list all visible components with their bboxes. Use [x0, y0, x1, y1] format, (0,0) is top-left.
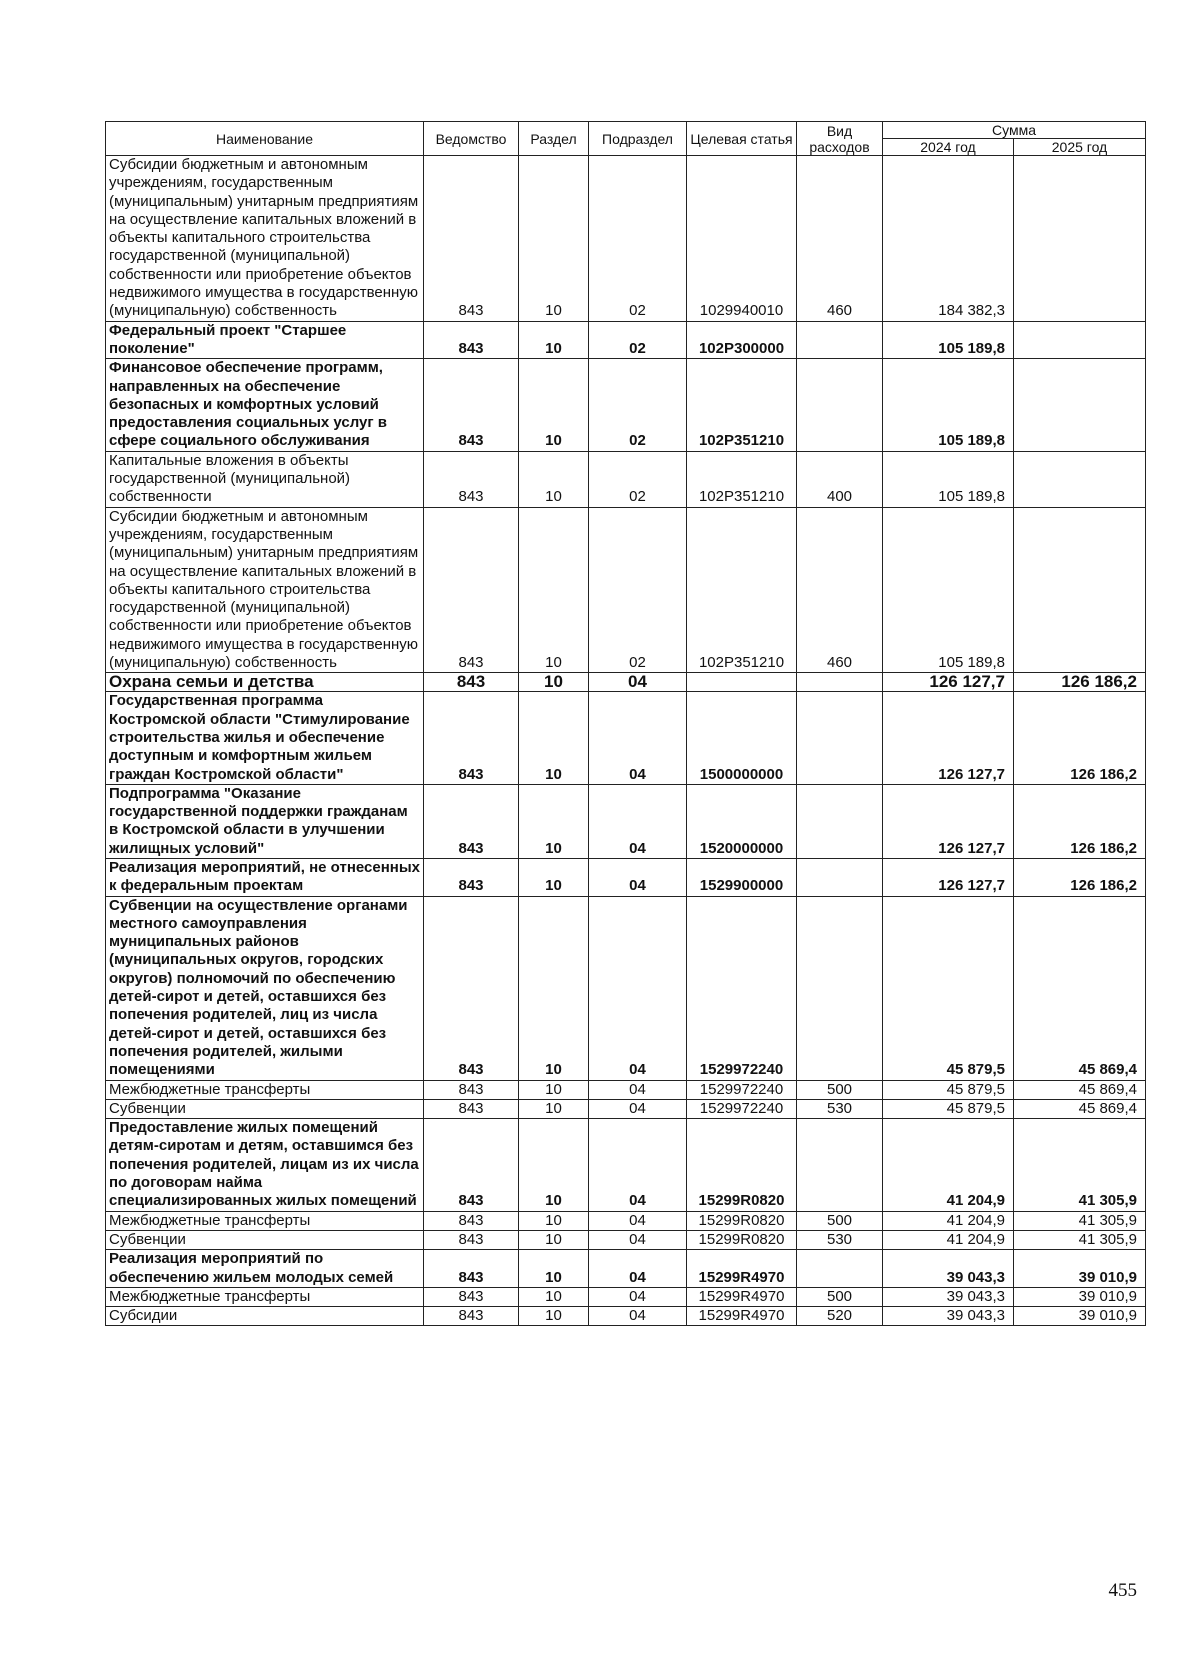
- cell-expense-type: [797, 1119, 883, 1211]
- cell-2024: 39 043,3: [883, 1287, 1014, 1306]
- cell-2025: 126 186,2: [1014, 673, 1146, 692]
- cell-department: 843: [424, 896, 519, 1080]
- cell-subsection: 02: [589, 507, 687, 673]
- cell-name: Межбюджетные трансферты: [106, 1080, 424, 1099]
- cell-section: 10: [519, 1250, 589, 1288]
- cell-2025: 41 305,9: [1014, 1119, 1146, 1211]
- cell-target: 102P351210: [687, 507, 797, 673]
- cell-name: Предоставление жилых помещений детям-сиротам и детям, оставшимся без попечения родителей, лицам из их числа по договорам найма специализированных жилых помещений: [106, 1119, 424, 1211]
- cell-2025: 39 010,9: [1014, 1250, 1146, 1288]
- cell-target: 1520000000: [687, 784, 797, 858]
- cell-expense-type: 530: [797, 1230, 883, 1249]
- budget-table: [105, 121, 1146, 1326]
- cell-department: 843: [424, 321, 519, 359]
- cell-subsection: 04: [589, 692, 687, 784]
- cell-department: 843: [424, 156, 519, 322]
- cell-2025: 41 305,9: [1014, 1211, 1146, 1230]
- cell-2024: 39 043,3: [883, 1307, 1014, 1326]
- cell-section: 10: [519, 1230, 589, 1249]
- cell-department: 843: [424, 451, 519, 507]
- cell-section: 10: [519, 896, 589, 1080]
- cell-target: 102P300000: [687, 321, 797, 359]
- cell-2025: 45 869,4: [1014, 896, 1146, 1080]
- col-header-name: Наименование: [106, 122, 424, 156]
- cell-2024: 41 204,9: [883, 1211, 1014, 1230]
- cell-name: Субсидии: [106, 1307, 424, 1326]
- cell-name: Государственная программа Костромской области "Стимулирование строительства жилья и обеспечение доступным и комфортным жильем граждан Костромской области": [106, 692, 424, 784]
- cell-name: Реализация мероприятий, не отнесенных к федеральным проектам: [106, 858, 424, 896]
- cell-section: 10: [519, 507, 589, 673]
- cell-department: 843: [424, 1099, 519, 1118]
- table-row: [106, 1307, 1146, 1326]
- cell-target: 102P351210: [687, 359, 797, 451]
- cell-2025: 45 869,4: [1014, 1099, 1146, 1118]
- cell-expense-type: 460: [797, 156, 883, 322]
- cell-2024: 39 043,3: [883, 1250, 1014, 1288]
- cell-2025: [1014, 156, 1146, 322]
- cell-subsection: 04: [589, 1099, 687, 1118]
- cell-department: 843: [424, 507, 519, 673]
- cell-name: Субвенции на осуществление органами местного самоуправления муниципальных районов (муниципальных округов, городских округов) полномочий по обеспечению детей-сирот и детей, оставшихся без попечения родителей, лиц из числа детей-сирот и детей, оставшихся без попечения родителей, жилыми помещениями: [106, 896, 424, 1080]
- cell-2024: 126 127,7: [883, 692, 1014, 784]
- cell-2024: 126 127,7: [883, 673, 1014, 692]
- table-row: [106, 673, 1146, 692]
- cell-expense-type: 400: [797, 451, 883, 507]
- cell-2024: 184 382,3: [883, 156, 1014, 322]
- cell-2025: 126 186,2: [1014, 858, 1146, 896]
- cell-name: Межбюджетные трансферты: [106, 1211, 424, 1230]
- cell-2025: [1014, 359, 1146, 451]
- cell-name: Субвенции: [106, 1099, 424, 1118]
- table-row: [106, 858, 1146, 896]
- cell-2024: 105 189,8: [883, 451, 1014, 507]
- table-row: [106, 896, 1146, 1080]
- cell-subsection: 04: [589, 1080, 687, 1099]
- cell-department: 843: [424, 1211, 519, 1230]
- col-header-target: Целевая статья: [687, 122, 797, 156]
- cell-expense-type: [797, 359, 883, 451]
- col-header-sum: Сумма: [883, 122, 1146, 139]
- cell-name: Субвенции: [106, 1230, 424, 1249]
- cell-name: Межбюджетные трансферты: [106, 1287, 424, 1306]
- table-row: [106, 1099, 1146, 1118]
- cell-section: 10: [519, 858, 589, 896]
- table-row: [106, 1250, 1146, 1288]
- cell-department: 843: [424, 1307, 519, 1326]
- cell-subsection: 04: [589, 1230, 687, 1249]
- cell-subsection: 04: [589, 784, 687, 858]
- cell-target: 15299R0820: [687, 1230, 797, 1249]
- cell-target: 1029940010: [687, 156, 797, 322]
- cell-section: 10: [519, 1307, 589, 1326]
- cell-2025: 39 010,9: [1014, 1287, 1146, 1306]
- cell-subsection: 04: [589, 1211, 687, 1230]
- table-row: [106, 1119, 1146, 1211]
- cell-section: 10: [519, 784, 589, 858]
- cell-department: 843: [424, 1080, 519, 1099]
- cell-name: Федеральный проект "Старшее поколение": [106, 321, 424, 359]
- col-header-expense-type: Вид расходов: [797, 122, 883, 156]
- table-row: [106, 451, 1146, 507]
- cell-section: 10: [519, 451, 589, 507]
- cell-subsection: 04: [589, 858, 687, 896]
- cell-target: 1529972240: [687, 1080, 797, 1099]
- cell-section: 10: [519, 673, 589, 692]
- cell-name: Капитальные вложения в объекты государственной (муниципальной) собственности: [106, 451, 424, 507]
- col-header-subsection: Подраздел: [589, 122, 687, 156]
- cell-subsection: 04: [589, 1287, 687, 1306]
- cell-section: 10: [519, 1080, 589, 1099]
- cell-2025: 39 010,9: [1014, 1307, 1146, 1326]
- cell-target: 15299R0820: [687, 1119, 797, 1211]
- cell-2024: 41 204,9: [883, 1230, 1014, 1249]
- cell-2025: [1014, 507, 1146, 673]
- table-row: [106, 321, 1146, 359]
- col-header-section: Раздел: [519, 122, 589, 156]
- cell-2024: 45 879,5: [883, 1080, 1014, 1099]
- cell-subsection: 04: [589, 1119, 687, 1211]
- cell-2024: 126 127,7: [883, 858, 1014, 896]
- cell-name: Реализация мероприятий по обеспечению жильем молодых семей: [106, 1250, 424, 1288]
- table-row: [106, 1080, 1146, 1099]
- cell-target: 15299R0820: [687, 1211, 797, 1230]
- cell-expense-type: [797, 858, 883, 896]
- cell-2025: [1014, 451, 1146, 507]
- cell-name: Охрана семьи и детства: [106, 673, 424, 692]
- cell-subsection: 04: [589, 896, 687, 1080]
- cell-2025: [1014, 321, 1146, 359]
- cell-target: 15299R4970: [687, 1250, 797, 1288]
- cell-target: 102P351210: [687, 451, 797, 507]
- table-body: [106, 156, 1146, 1326]
- page-number: 455: [1108, 1580, 1137, 1601]
- cell-department: 843: [424, 359, 519, 451]
- col-header-2024: 2024 год: [883, 139, 1014, 156]
- cell-2025: 45 869,4: [1014, 1080, 1146, 1099]
- table-row: [106, 1287, 1146, 1306]
- cell-expense-type: 530: [797, 1099, 883, 1118]
- cell-2024: 105 189,8: [883, 321, 1014, 359]
- cell-department: 843: [424, 673, 519, 692]
- cell-expense-type: 520: [797, 1307, 883, 1326]
- table-row: [106, 359, 1146, 451]
- cell-2024: 105 189,8: [883, 359, 1014, 451]
- cell-2025: 126 186,2: [1014, 784, 1146, 858]
- cell-expense-type: [797, 1250, 883, 1288]
- cell-target: 15299R4970: [687, 1307, 797, 1326]
- cell-target: 1529900000: [687, 858, 797, 896]
- table-row: [106, 784, 1146, 858]
- cell-department: 843: [424, 1230, 519, 1249]
- cell-expense-type: 500: [797, 1287, 883, 1306]
- cell-department: 843: [424, 1250, 519, 1288]
- cell-2025: 41 305,9: [1014, 1230, 1146, 1249]
- cell-section: 10: [519, 1211, 589, 1230]
- cell-subsection: 04: [589, 673, 687, 692]
- cell-expense-type: [797, 692, 883, 784]
- cell-expense-type: 500: [797, 1080, 883, 1099]
- cell-2024: 41 204,9: [883, 1119, 1014, 1211]
- cell-subsection: 02: [589, 321, 687, 359]
- table-header: [106, 122, 1146, 156]
- cell-name: Субсидии бюджетным и автономным учреждениям, государственным (муниципальным) унитарным предприятиям на осуществление капитальных вложений в объекты капитального строительства государственной (муниципальной) собственности или приобретение объектов недвижимого имущества в государственную (муниципальную) собственность: [106, 156, 424, 322]
- cell-expense-type: 500: [797, 1211, 883, 1230]
- cell-section: 10: [519, 321, 589, 359]
- cell-target: 1529972240: [687, 896, 797, 1080]
- cell-name: Финансовое обеспечение программ, направленных на обеспечение безопасных и комфортных условий предоставления социальных услуг в сфере социального обслуживания: [106, 359, 424, 451]
- cell-expense-type: 460: [797, 507, 883, 673]
- cell-expense-type: [797, 784, 883, 858]
- col-header-department: Ведомство: [424, 122, 519, 156]
- cell-subsection: 04: [589, 1307, 687, 1326]
- cell-department: 843: [424, 784, 519, 858]
- cell-target: 1529972240: [687, 1099, 797, 1118]
- cell-target: [687, 673, 797, 692]
- cell-department: 843: [424, 1287, 519, 1306]
- cell-2024: 126 127,7: [883, 784, 1014, 858]
- cell-2025: 126 186,2: [1014, 692, 1146, 784]
- cell-section: 10: [519, 156, 589, 322]
- cell-2024: 45 879,5: [883, 896, 1014, 1080]
- cell-expense-type: [797, 321, 883, 359]
- table-row: [106, 1211, 1146, 1230]
- cell-section: 10: [519, 1099, 589, 1118]
- cell-expense-type: [797, 896, 883, 1080]
- cell-department: 843: [424, 692, 519, 784]
- cell-subsection: 02: [589, 359, 687, 451]
- cell-2024: 105 189,8: [883, 507, 1014, 673]
- cell-subsection: 02: [589, 451, 687, 507]
- cell-section: 10: [519, 692, 589, 784]
- cell-target: 1500000000: [687, 692, 797, 784]
- cell-subsection: 02: [589, 156, 687, 322]
- cell-department: 843: [424, 858, 519, 896]
- cell-subsection: 04: [589, 1250, 687, 1288]
- cell-name: Субсидии бюджетным и автономным учреждениям, государственным (муниципальным) унитарным предприятиям на осуществление капитальных вложений в объекты капитального строительства государственной (муниципальной) собственности или приобретение объектов недвижимого имущества в государственную (муниципальную) собственность: [106, 507, 424, 673]
- cell-department: 843: [424, 1119, 519, 1211]
- cell-section: 10: [519, 359, 589, 451]
- cell-section: 10: [519, 1287, 589, 1306]
- table-row: [106, 1230, 1146, 1249]
- cell-2024: 45 879,5: [883, 1099, 1014, 1118]
- cell-name: Подпрограмма "Оказание государственной поддержки гражданам в Костромской области в улучшении жилищных условий": [106, 784, 424, 858]
- cell-section: 10: [519, 1119, 589, 1211]
- col-header-2025: 2025 год: [1014, 139, 1146, 156]
- table-row: [106, 156, 1146, 322]
- table-row: [106, 692, 1146, 784]
- cell-target: 15299R4970: [687, 1287, 797, 1306]
- cell-expense-type: [797, 673, 883, 692]
- table-row: [106, 507, 1146, 673]
